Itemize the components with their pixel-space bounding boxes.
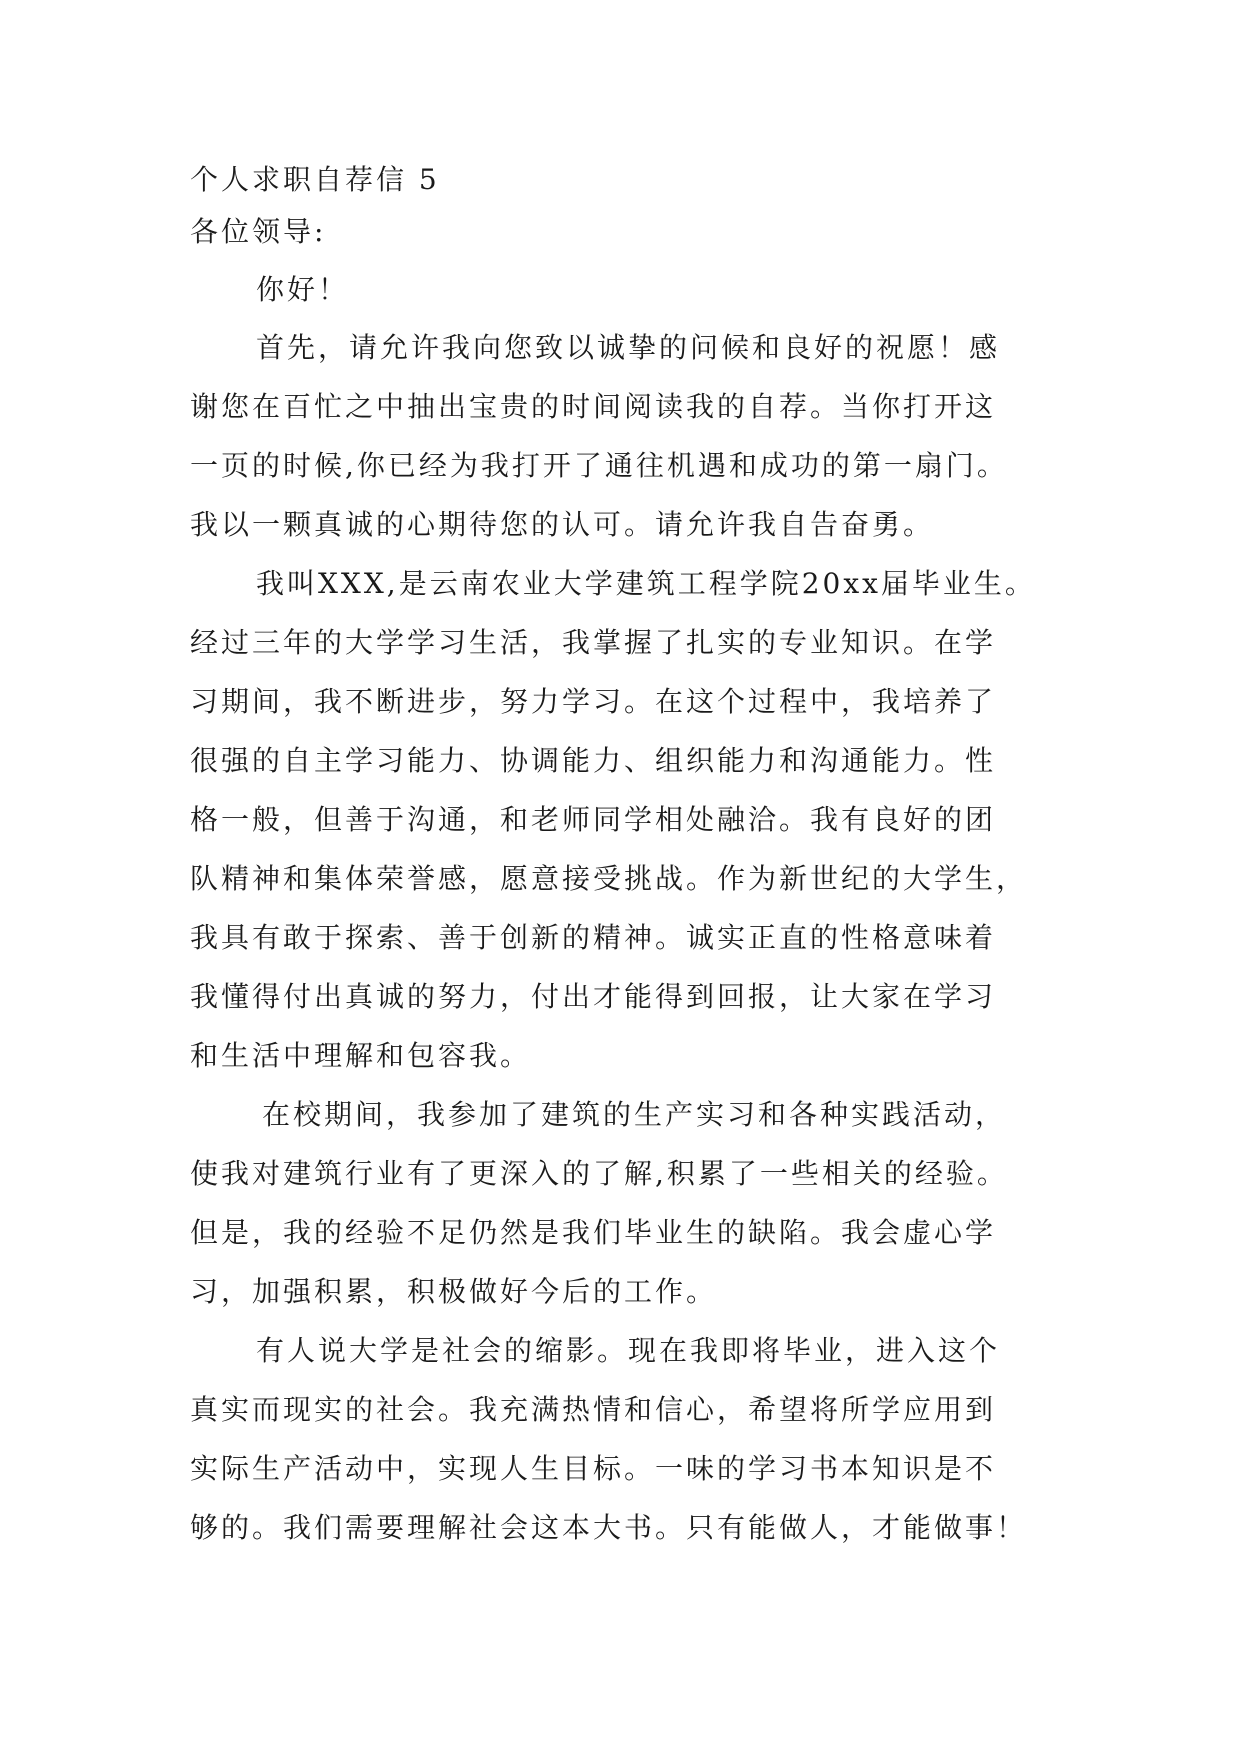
paragraph-line: 我叫XXX,是云南农业大学建筑工程学院20xx届毕业生。	[256, 567, 1036, 600]
paragraph-line: 我懂得付出真诚的努力，付出才能得到回报，让大家在学习	[190, 980, 997, 1013]
paragraph-line: 我以一颗真诚的心期待您的认可。请允许我自告奋勇。	[190, 508, 935, 541]
document-page	[190, 160, 1060, 1567]
paragraph-line: 很强的自主学习能力、协调能力、组织能力和沟通能力。性	[190, 744, 997, 777]
paragraph-self-description	[190, 564, 1060, 1095]
paragraph-line: 习，加强积累，积极做好今后的工作。	[190, 1275, 718, 1308]
paragraph-line: 经过三年的大学学习生活，我掌握了扎实的专业知识。在学	[190, 626, 997, 659]
paragraph-conclusion	[190, 1331, 1060, 1567]
paragraph-line: 真实而现实的社会。我充满热情和信心，希望将所学应用到	[190, 1393, 997, 1426]
paragraph-line: 在校期间，我参加了建筑的生产实习和各种实践活动，	[262, 1098, 1007, 1131]
greeting: 你好！	[256, 273, 350, 306]
paragraph-school-experience	[190, 1095, 1060, 1331]
paragraph-line: 我具有敢于探索、善于创新的精神。诚实正直的性格意味着	[190, 921, 997, 954]
paragraph-line: 有人说大学是社会的缩影。现在我即将毕业，进入这个	[256, 1334, 1001, 1367]
paragraph-line: 首先，请允许我向您致以诚挚的问候和良好的祝愿！感	[256, 331, 1001, 364]
paragraph-line: 习期间，我不断进步，努力学习。在这个过程中，我培养了	[190, 685, 997, 718]
paragraph-introduction	[190, 328, 1060, 564]
paragraph-line: 使我对建筑行业有了更深入的了解,积累了一些相关的经验。	[190, 1157, 1008, 1190]
paragraph-line: 一页的时候,你已经为我打开了通往机遇和成功的第一扇门。	[190, 449, 1008, 482]
paragraph-line: 谢您在百忙之中抽出宝贵的时间阅读我的自荐。当你打开这	[190, 390, 997, 423]
paragraph-line: 够的。我们需要理解社会这本大书。只有能做人，才能做事！	[190, 1511, 1028, 1544]
paragraph-line: 实际生产活动中，实现人生目标。一味的学习书本知识是不	[190, 1452, 997, 1485]
paragraph-line: 和生活中理解和包容我。	[190, 1039, 532, 1072]
paragraph-line: 但是，我的经验不足仍然是我们毕业生的缺陷。我会虚心学	[190, 1216, 997, 1249]
salutation: 各位领导:	[190, 215, 327, 248]
paragraph-line: 格一般，但善于沟通，和老师同学相处融洽。我有良好的团	[190, 803, 997, 836]
paragraph-line: 队精神和集体荣誉感，愿意接受挑战。作为新世纪的大学生，	[190, 862, 1028, 895]
document-title: 个人求职自荐信 5	[190, 163, 440, 196]
